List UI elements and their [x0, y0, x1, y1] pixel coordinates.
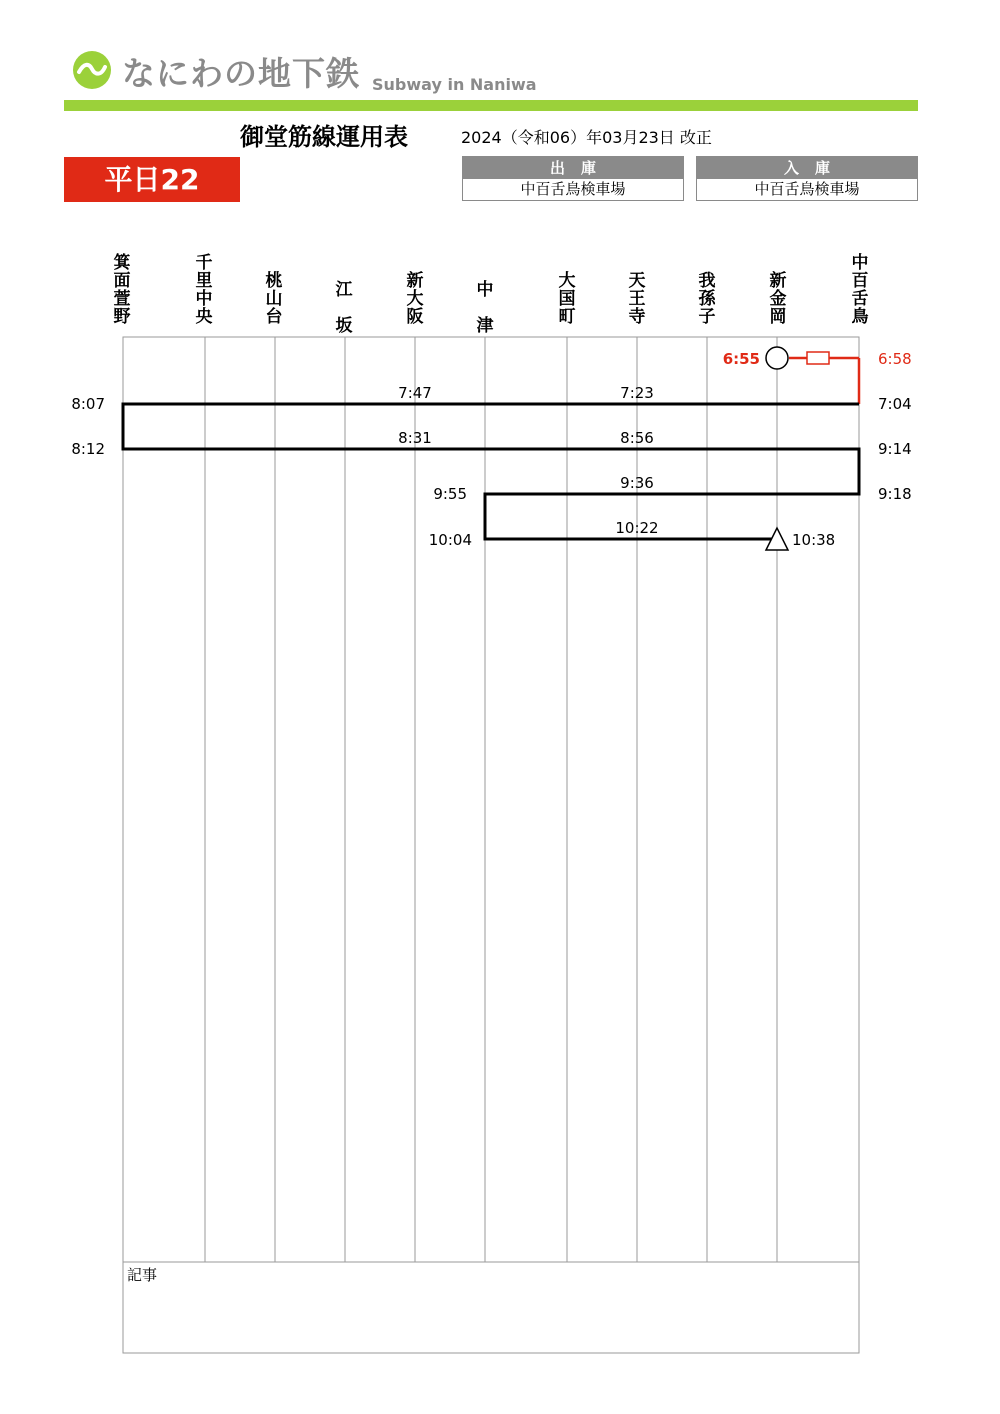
time-label: 8:12: [71, 440, 105, 458]
revision-date: 2024（令和06）年03月23日 改正: [461, 128, 712, 147]
time-label: 6:58: [878, 350, 912, 368]
time-label: 8:56: [620, 429, 654, 447]
day-type-badge: 平日22: [64, 157, 240, 202]
diagram-frame: [123, 337, 859, 1353]
time-label: 9:36: [620, 474, 654, 492]
station-name: 箕面萱野: [113, 253, 131, 327]
page-title: 御堂筋線運用表: [240, 123, 408, 151]
station-name: 大国町: [558, 271, 576, 327]
station-name: 千里中央: [195, 253, 213, 327]
time-label: 9:55: [433, 485, 467, 503]
station-name: 新大阪: [406, 271, 424, 327]
station-name: 天王寺: [628, 271, 646, 327]
depot-out-label: 出庫: [463, 157, 683, 179]
deadhead-marker-icon: [807, 352, 829, 364]
station-name: 江坂: [335, 280, 353, 336]
time-label: 10:04: [428, 531, 472, 549]
notes-label: 記事: [127, 1266, 158, 1284]
time-label: 8:31: [398, 429, 432, 447]
station-name: 我孫子: [698, 271, 716, 327]
depot-in-label: 入庫: [697, 157, 917, 179]
time-label: 6:55: [722, 350, 760, 368]
logo-subtitle: Subway in Naniwa: [372, 75, 537, 94]
depot-in-value: 中百舌鳥検車場: [754, 180, 860, 198]
time-label: 7:04: [878, 395, 912, 413]
service-route: [123, 404, 859, 539]
time-label: 10:38: [792, 531, 836, 549]
time-label: 9:14: [878, 440, 912, 458]
station-name: 中百舌鳥: [851, 253, 869, 327]
time-label: 9:18: [878, 485, 912, 503]
logo-text: なにわの地下鉄: [122, 54, 360, 93]
time-label: 10:22: [615, 519, 659, 537]
station-name: 中津: [476, 280, 494, 336]
station-name: 新金岡: [769, 271, 787, 327]
depot-out-value: 中百舌鳥検車場: [520, 180, 626, 198]
time-label: 7:23: [620, 384, 654, 402]
time-label: 8:07: [71, 395, 105, 413]
station-name: 桃山台: [265, 271, 283, 327]
time-label: 7:47: [398, 384, 432, 402]
depot-departure-circle-icon: [766, 347, 788, 369]
